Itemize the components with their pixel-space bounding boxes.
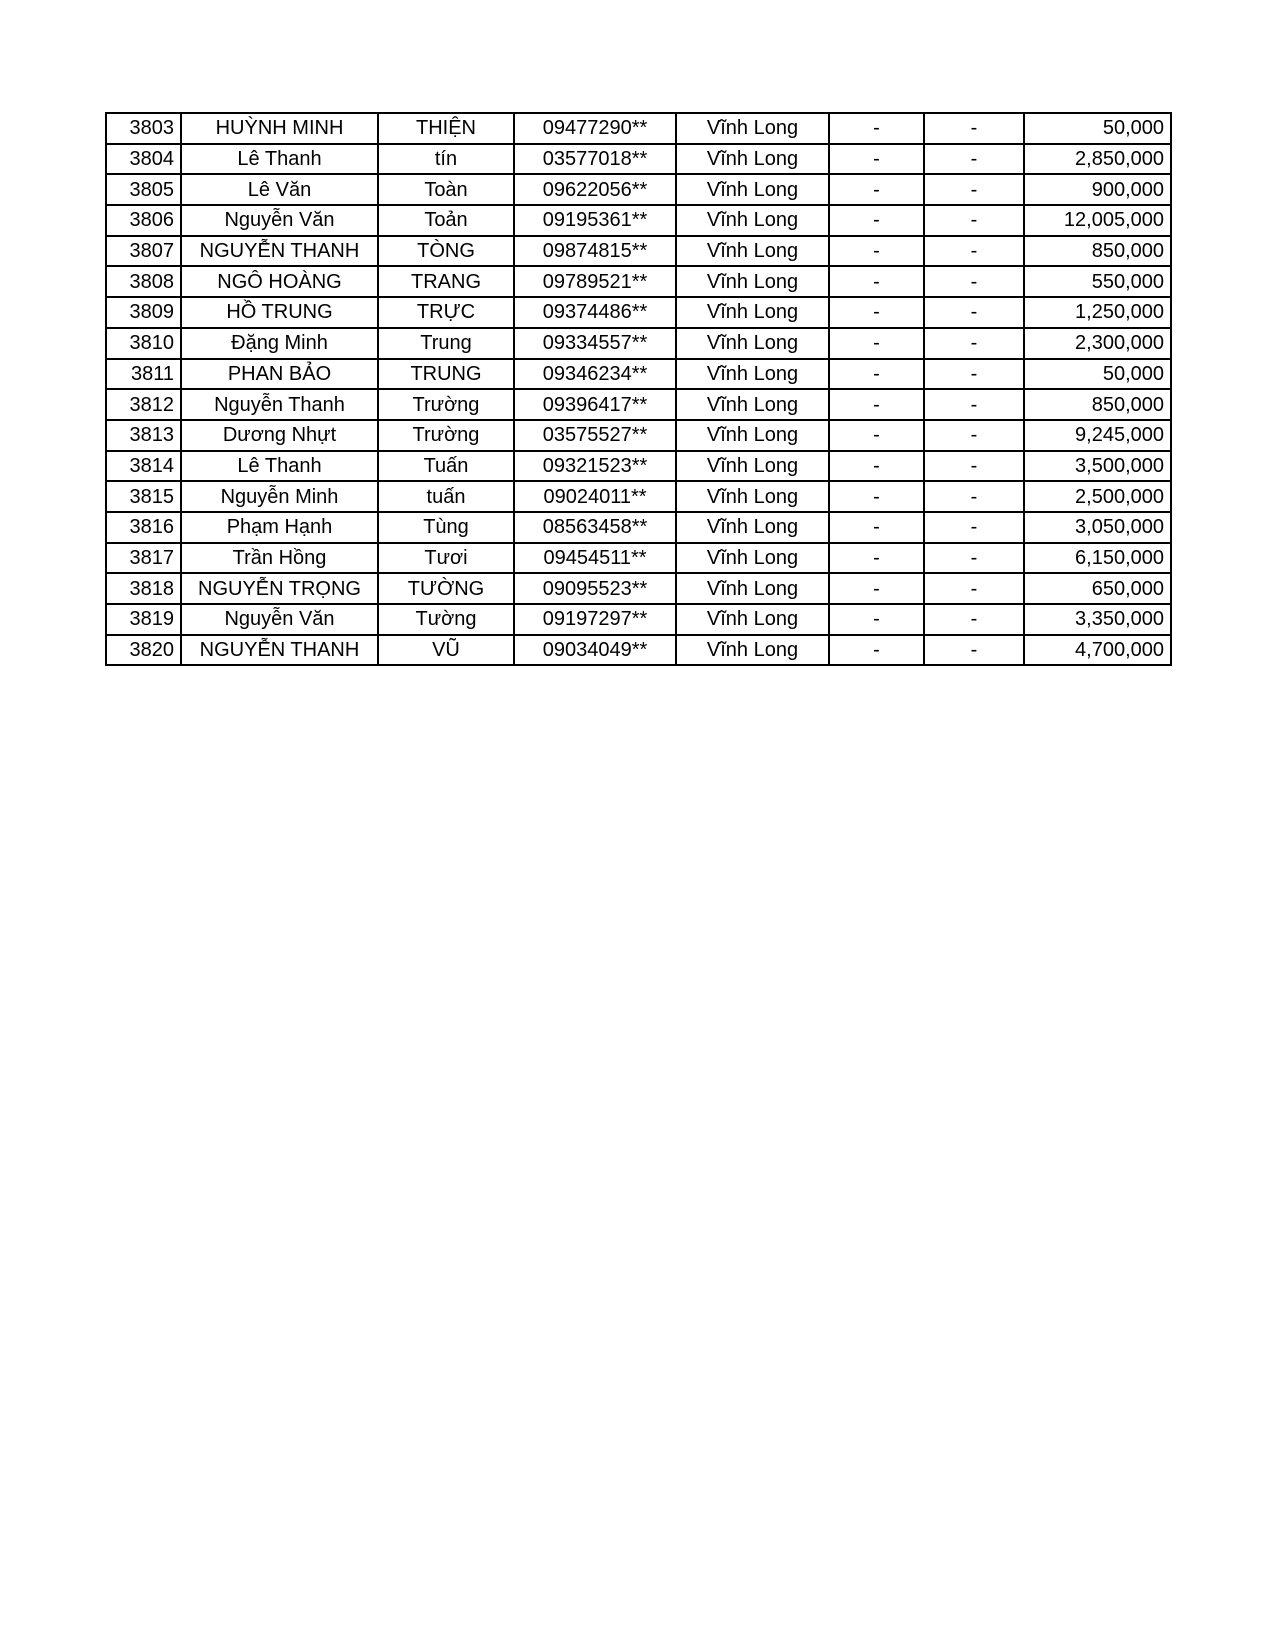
dash-cell-2: - — [924, 512, 1024, 543]
province-cell: Vĩnh Long — [676, 604, 829, 635]
row-number-cell: 3818 — [106, 573, 181, 604]
given-name-cell: Toản — [378, 205, 514, 236]
province-cell: Vĩnh Long — [676, 266, 829, 297]
amount-cell: 3,500,000 — [1024, 451, 1171, 482]
surname-cell: NGUYỄN TRỌNG — [181, 573, 378, 604]
row-number-cell: 3807 — [106, 236, 181, 267]
province-cell: Vĩnh Long — [676, 635, 829, 666]
dash-cell-2: - — [924, 604, 1024, 635]
dash-cell-2: - — [924, 266, 1024, 297]
province-cell: Vĩnh Long — [676, 481, 829, 512]
phone-cell: 09622056** — [514, 174, 676, 205]
province-cell: Vĩnh Long — [676, 174, 829, 205]
province-cell: Vĩnh Long — [676, 113, 829, 144]
dash-cell-1: - — [829, 481, 924, 512]
phone-cell: 09024011** — [514, 481, 676, 512]
amount-cell: 3,350,000 — [1024, 604, 1171, 635]
dash-cell-1: - — [829, 604, 924, 635]
given-name-cell: TRUNG — [378, 359, 514, 390]
given-name-cell: TRỰC — [378, 297, 514, 328]
surname-cell: Dương Nhựt — [181, 420, 378, 451]
amount-cell: 900,000 — [1024, 174, 1171, 205]
row-number-cell: 3806 — [106, 205, 181, 236]
row-number-cell: 3805 — [106, 174, 181, 205]
dash-cell-2: - — [924, 359, 1024, 390]
province-cell: Vĩnh Long — [676, 543, 829, 574]
province-cell: Vĩnh Long — [676, 144, 829, 175]
table-row — [106, 236, 1171, 267]
dash-cell-2: - — [924, 420, 1024, 451]
amount-cell: 850,000 — [1024, 236, 1171, 267]
surname-cell: Đặng Minh — [181, 328, 378, 359]
table-row — [106, 359, 1171, 390]
province-cell: Vĩnh Long — [676, 359, 829, 390]
table-row — [106, 144, 1171, 175]
surname-cell: Phạm Hạnh — [181, 512, 378, 543]
dash-cell-2: - — [924, 389, 1024, 420]
province-cell: Vĩnh Long — [676, 573, 829, 604]
dash-cell-2: - — [924, 297, 1024, 328]
table-row — [106, 481, 1171, 512]
phone-cell: 09095523** — [514, 573, 676, 604]
surname-cell: NGÔ HOÀNG — [181, 266, 378, 297]
table-row — [106, 573, 1171, 604]
surname-cell: HUỲNH MINH — [181, 113, 378, 144]
phone-cell: 09396417** — [514, 389, 676, 420]
surname-cell: PHAN BẢO — [181, 359, 378, 390]
dash-cell-2: - — [924, 543, 1024, 574]
table-row — [106, 297, 1171, 328]
table-row — [106, 420, 1171, 451]
surname-cell: Nguyễn Minh — [181, 481, 378, 512]
table-row — [106, 205, 1171, 236]
given-name-cell: THIỆN — [378, 113, 514, 144]
amount-cell: 9,245,000 — [1024, 420, 1171, 451]
amount-cell: 50,000 — [1024, 113, 1171, 144]
amount-cell: 550,000 — [1024, 266, 1171, 297]
phone-cell: 09034049** — [514, 635, 676, 666]
dash-cell-2: - — [924, 236, 1024, 267]
row-number-cell: 3808 — [106, 266, 181, 297]
dash-cell-1: - — [829, 573, 924, 604]
amount-cell: 2,850,000 — [1024, 144, 1171, 175]
dash-cell-2: - — [924, 205, 1024, 236]
row-number-cell: 3813 — [106, 420, 181, 451]
phone-cell: 09789521** — [514, 266, 676, 297]
dash-cell-2: - — [924, 481, 1024, 512]
given-name-cell: TRANG — [378, 266, 514, 297]
phone-cell: 08563458** — [514, 512, 676, 543]
table-row — [106, 266, 1171, 297]
row-number-cell: 3804 — [106, 144, 181, 175]
dash-cell-1: - — [829, 420, 924, 451]
surname-cell: Trần Hồng — [181, 543, 378, 574]
dash-cell-2: - — [924, 573, 1024, 604]
phone-cell: 03577018** — [514, 144, 676, 175]
row-number-cell: 3810 — [106, 328, 181, 359]
phone-cell: 09334557** — [514, 328, 676, 359]
dash-cell-2: - — [924, 328, 1024, 359]
dash-cell-1: - — [829, 389, 924, 420]
phone-cell: 09321523** — [514, 451, 676, 482]
surname-cell: Lê Thanh — [181, 451, 378, 482]
amount-cell: 4,700,000 — [1024, 635, 1171, 666]
province-cell: Vĩnh Long — [676, 328, 829, 359]
table-row — [106, 113, 1171, 144]
given-name-cell: Trung — [378, 328, 514, 359]
province-cell: Vĩnh Long — [676, 389, 829, 420]
row-number-cell: 3819 — [106, 604, 181, 635]
table-row — [106, 543, 1171, 574]
amount-cell: 650,000 — [1024, 573, 1171, 604]
dash-cell-1: - — [829, 113, 924, 144]
surname-cell: NGUYỄN THANH — [181, 236, 378, 267]
given-name-cell: Trường — [378, 389, 514, 420]
dash-cell-2: - — [924, 174, 1024, 205]
amount-cell: 850,000 — [1024, 389, 1171, 420]
table-body — [106, 113, 1171, 665]
given-name-cell: VŨ — [378, 635, 514, 666]
given-name-cell: TÒNG — [378, 236, 514, 267]
dash-cell-1: - — [829, 174, 924, 205]
phone-cell: 09477290** — [514, 113, 676, 144]
surname-cell: Lê Văn — [181, 174, 378, 205]
given-name-cell: Tùng — [378, 512, 514, 543]
dash-cell-1: - — [829, 144, 924, 175]
amount-cell: 2,300,000 — [1024, 328, 1171, 359]
dash-cell-2: - — [924, 113, 1024, 144]
phone-cell: 09197297** — [514, 604, 676, 635]
province-cell: Vĩnh Long — [676, 205, 829, 236]
row-number-cell: 3803 — [106, 113, 181, 144]
surname-cell: Nguyễn Thanh — [181, 389, 378, 420]
given-name-cell: TƯỜNG — [378, 573, 514, 604]
dash-cell-1: - — [829, 297, 924, 328]
row-number-cell: 3809 — [106, 297, 181, 328]
phone-cell: 09374486** — [514, 297, 676, 328]
row-number-cell: 3812 — [106, 389, 181, 420]
province-cell: Vĩnh Long — [676, 236, 829, 267]
table-row — [106, 174, 1171, 205]
surname-cell: Nguyễn Văn — [181, 205, 378, 236]
amount-cell: 12,005,000 — [1024, 205, 1171, 236]
dash-cell-1: - — [829, 451, 924, 482]
dash-cell-1: - — [829, 359, 924, 390]
given-name-cell: Tươi — [378, 543, 514, 574]
amount-cell: 2,500,000 — [1024, 481, 1171, 512]
phone-cell: 09195361** — [514, 205, 676, 236]
phone-cell: 09454511** — [514, 543, 676, 574]
phone-cell: 03575527** — [514, 420, 676, 451]
dash-cell-1: - — [829, 266, 924, 297]
dash-cell-1: - — [829, 328, 924, 359]
dash-cell-1: - — [829, 236, 924, 267]
dash-cell-2: - — [924, 635, 1024, 666]
given-name-cell: Trường — [378, 420, 514, 451]
row-number-cell: 3817 — [106, 543, 181, 574]
table-row — [106, 328, 1171, 359]
phone-cell: 09346234** — [514, 359, 676, 390]
row-number-cell: 3820 — [106, 635, 181, 666]
phone-cell: 09874815** — [514, 236, 676, 267]
amount-cell: 1,250,000 — [1024, 297, 1171, 328]
table-row — [106, 389, 1171, 420]
surname-cell: HỒ TRUNG — [181, 297, 378, 328]
table-row — [106, 635, 1171, 666]
dash-cell-1: - — [829, 635, 924, 666]
row-number-cell: 3815 — [106, 481, 181, 512]
given-name-cell: Tuấn — [378, 451, 514, 482]
province-cell: Vĩnh Long — [676, 420, 829, 451]
surname-cell: Lê Thanh — [181, 144, 378, 175]
given-name-cell: Tường — [378, 604, 514, 635]
dash-cell-1: - — [829, 512, 924, 543]
given-name-cell: tuấn — [378, 481, 514, 512]
given-name-cell: tín — [378, 144, 514, 175]
given-name-cell: Toàn — [378, 174, 514, 205]
table-row — [106, 512, 1171, 543]
donation-table — [105, 112, 1172, 666]
amount-cell: 3,050,000 — [1024, 512, 1171, 543]
province-cell: Vĩnh Long — [676, 297, 829, 328]
surname-cell: Nguyễn Văn — [181, 604, 378, 635]
amount-cell: 6,150,000 — [1024, 543, 1171, 574]
surname-cell: NGUYỄN THANH — [181, 635, 378, 666]
row-number-cell: 3814 — [106, 451, 181, 482]
province-cell: Vĩnh Long — [676, 512, 829, 543]
row-number-cell: 3816 — [106, 512, 181, 543]
dash-cell-2: - — [924, 451, 1024, 482]
table-row — [106, 451, 1171, 482]
amount-cell: 50,000 — [1024, 359, 1171, 390]
table-row — [106, 604, 1171, 635]
row-number-cell: 3811 — [106, 359, 181, 390]
dash-cell-2: - — [924, 144, 1024, 175]
dash-cell-1: - — [829, 205, 924, 236]
province-cell: Vĩnh Long — [676, 451, 829, 482]
dash-cell-1: - — [829, 543, 924, 574]
